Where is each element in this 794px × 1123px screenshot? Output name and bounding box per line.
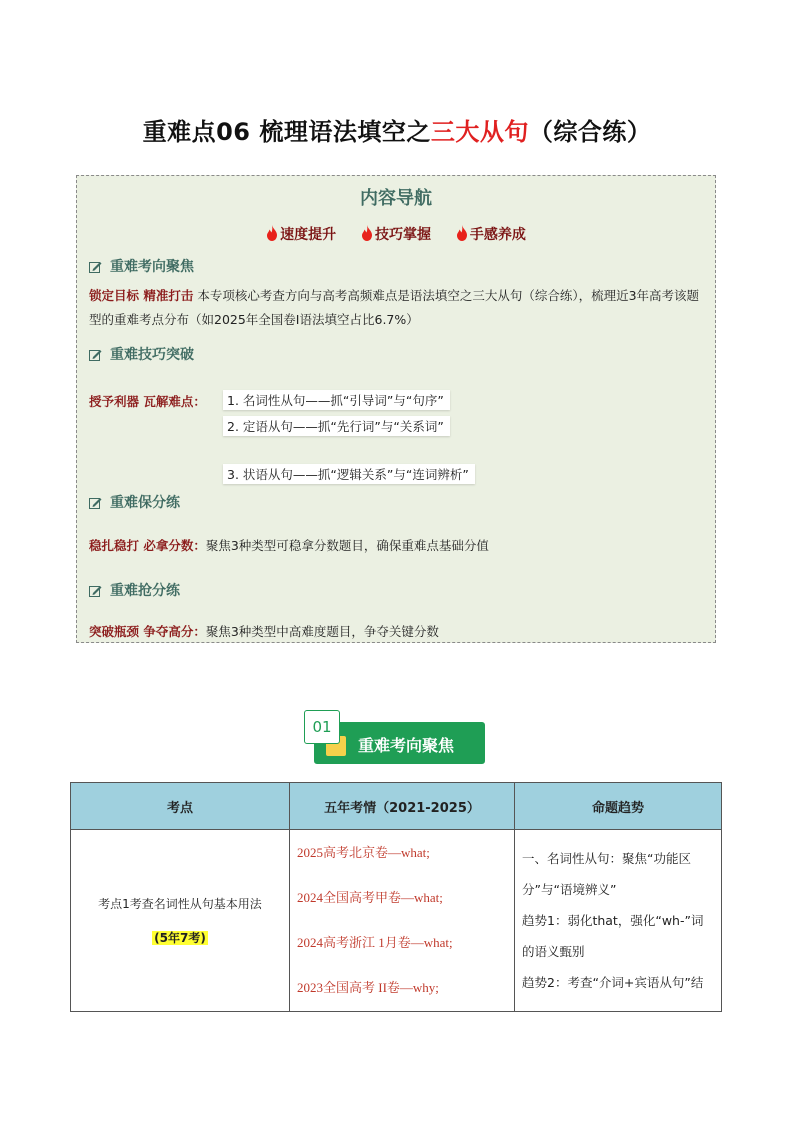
flame-icon — [361, 225, 373, 241]
chip-label: 速度提升 — [280, 227, 337, 243]
section-heading-label: 重难抢分练 — [110, 583, 180, 599]
skill-item: 3. 状语从句——抓“逻辑关系”与“连词辨析” — [223, 464, 475, 484]
basic-text: 聚焦3种类型可稳拿分数题目，确保重难点基础分值 — [205, 538, 489, 553]
badge-label: 重难考向聚焦 — [358, 736, 455, 755]
nav-chips — [77, 224, 715, 244]
section-heading-focus — [89, 256, 194, 276]
basic-paragraph — [89, 534, 705, 558]
title-highlight: 三大从句 — [430, 118, 529, 146]
chip-label: 手感养成 — [469, 227, 526, 243]
document-title — [0, 112, 794, 147]
skill-item: 1. 名词性从句——抓“引导词”与“句序” — [223, 390, 450, 410]
point-cell — [71, 830, 290, 1012]
chip-speed — [266, 224, 336, 244]
edit-icon — [89, 584, 102, 597]
exam-line: 2025高考北京卷—what; — [297, 845, 430, 860]
exam-focus-table — [70, 782, 722, 1012]
chip-label: 技巧掌握 — [375, 227, 431, 243]
edit-icon — [89, 496, 102, 509]
exam-line: 2024全国高考甲卷—what; — [297, 890, 443, 905]
content-navigation-box — [76, 175, 716, 643]
header-cell: 考点 — [71, 783, 290, 830]
chip-skill — [361, 224, 431, 244]
header-cell: 命题趋势 — [515, 783, 722, 830]
exam-line: 2024高考浙江 1月卷—what; — [297, 935, 453, 950]
focus-tag: 锁定目标 精准打击 — [89, 288, 194, 303]
table-header-row — [71, 783, 722, 830]
nav-heading: 内容导航 — [360, 188, 432, 209]
focus-text: 本专项核心考查方向与高考高频难点是语法填空之三大从句（综合练），梳理近3年高考该题型的重难考点分布（如2025年全国卷I语法填空占比6.7%） — [89, 288, 700, 327]
header-cell: 五年考情（2021-2025） — [290, 783, 515, 830]
trends-cell — [515, 830, 722, 1012]
table-row — [71, 830, 722, 1012]
skills-label: 授予利器 瓦解难点： — [89, 394, 206, 409]
focus-paragraph — [89, 284, 705, 332]
point-count: (5年7考) — [154, 930, 206, 945]
exams-cell — [290, 830, 515, 1012]
section-heading-skills — [89, 344, 194, 364]
skill-item: 2. 定语从句——抓“先行词”与“关系词” — [223, 416, 450, 436]
edit-icon — [89, 260, 102, 273]
exam-line: 2023全国高考 II卷—why; — [297, 980, 439, 995]
section-heading-label: 重难保分练 — [110, 495, 180, 511]
trend-line: 趋势1：弱化that，强化“wh-”词的语义甄别 — [522, 913, 704, 959]
point-text: 考点1考查名词性从句基本用法 — [98, 896, 262, 911]
section-heading-label: 重难技巧突破 — [110, 347, 194, 363]
edit-icon — [89, 348, 102, 361]
section-heading-basic — [89, 492, 180, 512]
advanced-paragraph — [89, 620, 705, 644]
flame-icon — [456, 225, 468, 241]
flame-icon — [266, 225, 278, 241]
chip-feel — [456, 224, 526, 244]
advanced-text: 聚焦3种类型中高难度题目，争夺关键分数 — [205, 624, 439, 639]
title-suffix: （综合练） — [528, 118, 652, 146]
title-prefix: 重难点06 梳理语法填空之 — [142, 118, 431, 146]
section-heading-label: 重难考向聚焦 — [110, 259, 194, 275]
badge-number: 01 — [304, 710, 340, 744]
trend-line: 一、名词性从句：聚焦“功能区分”与“语境辨义” — [522, 851, 691, 897]
trend-line: 趋势2：考查“介词+宾语从句”结 — [522, 975, 704, 990]
basic-tag: 稳扎稳打 必拿分数： — [89, 538, 206, 553]
section-badge — [304, 710, 486, 766]
advanced-tag: 突破瓶颈 争夺高分： — [89, 624, 206, 639]
section-heading-advanced — [89, 580, 180, 600]
